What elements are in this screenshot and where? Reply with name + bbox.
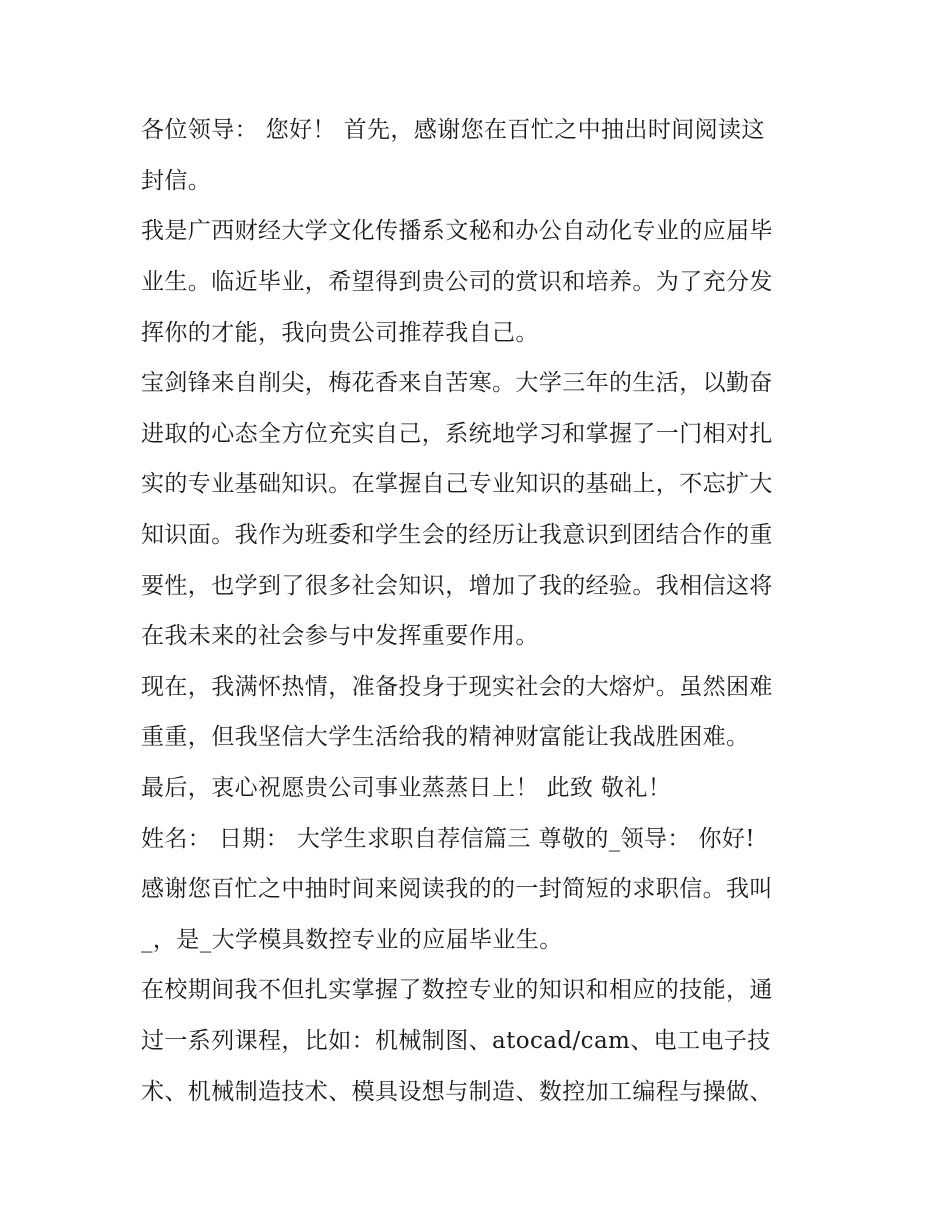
text-line-14: 最后，衷心祝愿贵公司事业蒸蒸日上！ 此致 敬礼！ [141, 775, 672, 801]
text-line-8: 实的专业基础知识。在掌握自己专业知识的基础上，不忘扩大 [141, 471, 773, 497]
text-line-2: 封信。 [141, 168, 212, 194]
text-line-1: 各位领导： 您好！ 首先，感谢您在百忙之中抽出时间阅读这 [141, 117, 765, 143]
text-line-20: 术、机械制造技术、模具设想与制造、数控加工编程与操做、 [141, 1079, 773, 1105]
text-line-17: _，是_大学模具数控专业的应届毕业生。 [141, 927, 563, 953]
text-line-11: 在我未来的社会参与中发挥重要作用。 [141, 623, 539, 649]
text-line-12: 现在，我满怀热情，准备投身于现实社会的大熔炉。虽然困难 [141, 674, 773, 700]
text-line-4: 业生。临近毕业，希望得到贵公司的赏识和培养。为了充分发 [141, 269, 773, 295]
text-line-15: 姓名： 日期： 大学生求职自荐信篇三 尊敬的_领导： 你好! [141, 826, 755, 852]
text-line-18: 在校期间我不但扎实掌握了数控专业的知识和相应的技能，通 [141, 977, 773, 1003]
text-line-19: 过一系列课程，比如：机械制图、atocad/cam、电工电子技 [141, 1028, 771, 1054]
text-line-9: 知识面。我作为班委和学生会的经历让我意识到团结合作的重 [141, 522, 773, 548]
text-line-16: 感谢您百忙之中抽时间来阅读我的的一封简短的求职信。我叫 [141, 876, 773, 902]
text-line-3: 我是广西财经大学文化传播系文秘和办公自动化专业的应届毕 [141, 218, 773, 244]
text-line-7: 进取的心态全方位充实自己，系统地学习和掌握了一门相对扎 [141, 421, 773, 447]
text-line-10: 要性，也学到了很多社会知识，增加了我的经验。我相信这将 [141, 573, 773, 599]
text-line-5: 挥你的才能，我向贵公司推荐我自己。 [141, 320, 539, 346]
text-line-6: 宝剑锋来自削尖，梅花香来自苦寒。大学三年的生活，以勤奋 [141, 370, 773, 396]
text-line-13: 重重，但我坚信大学生活给我的精神财富能让我战胜困难。 [141, 724, 750, 750]
